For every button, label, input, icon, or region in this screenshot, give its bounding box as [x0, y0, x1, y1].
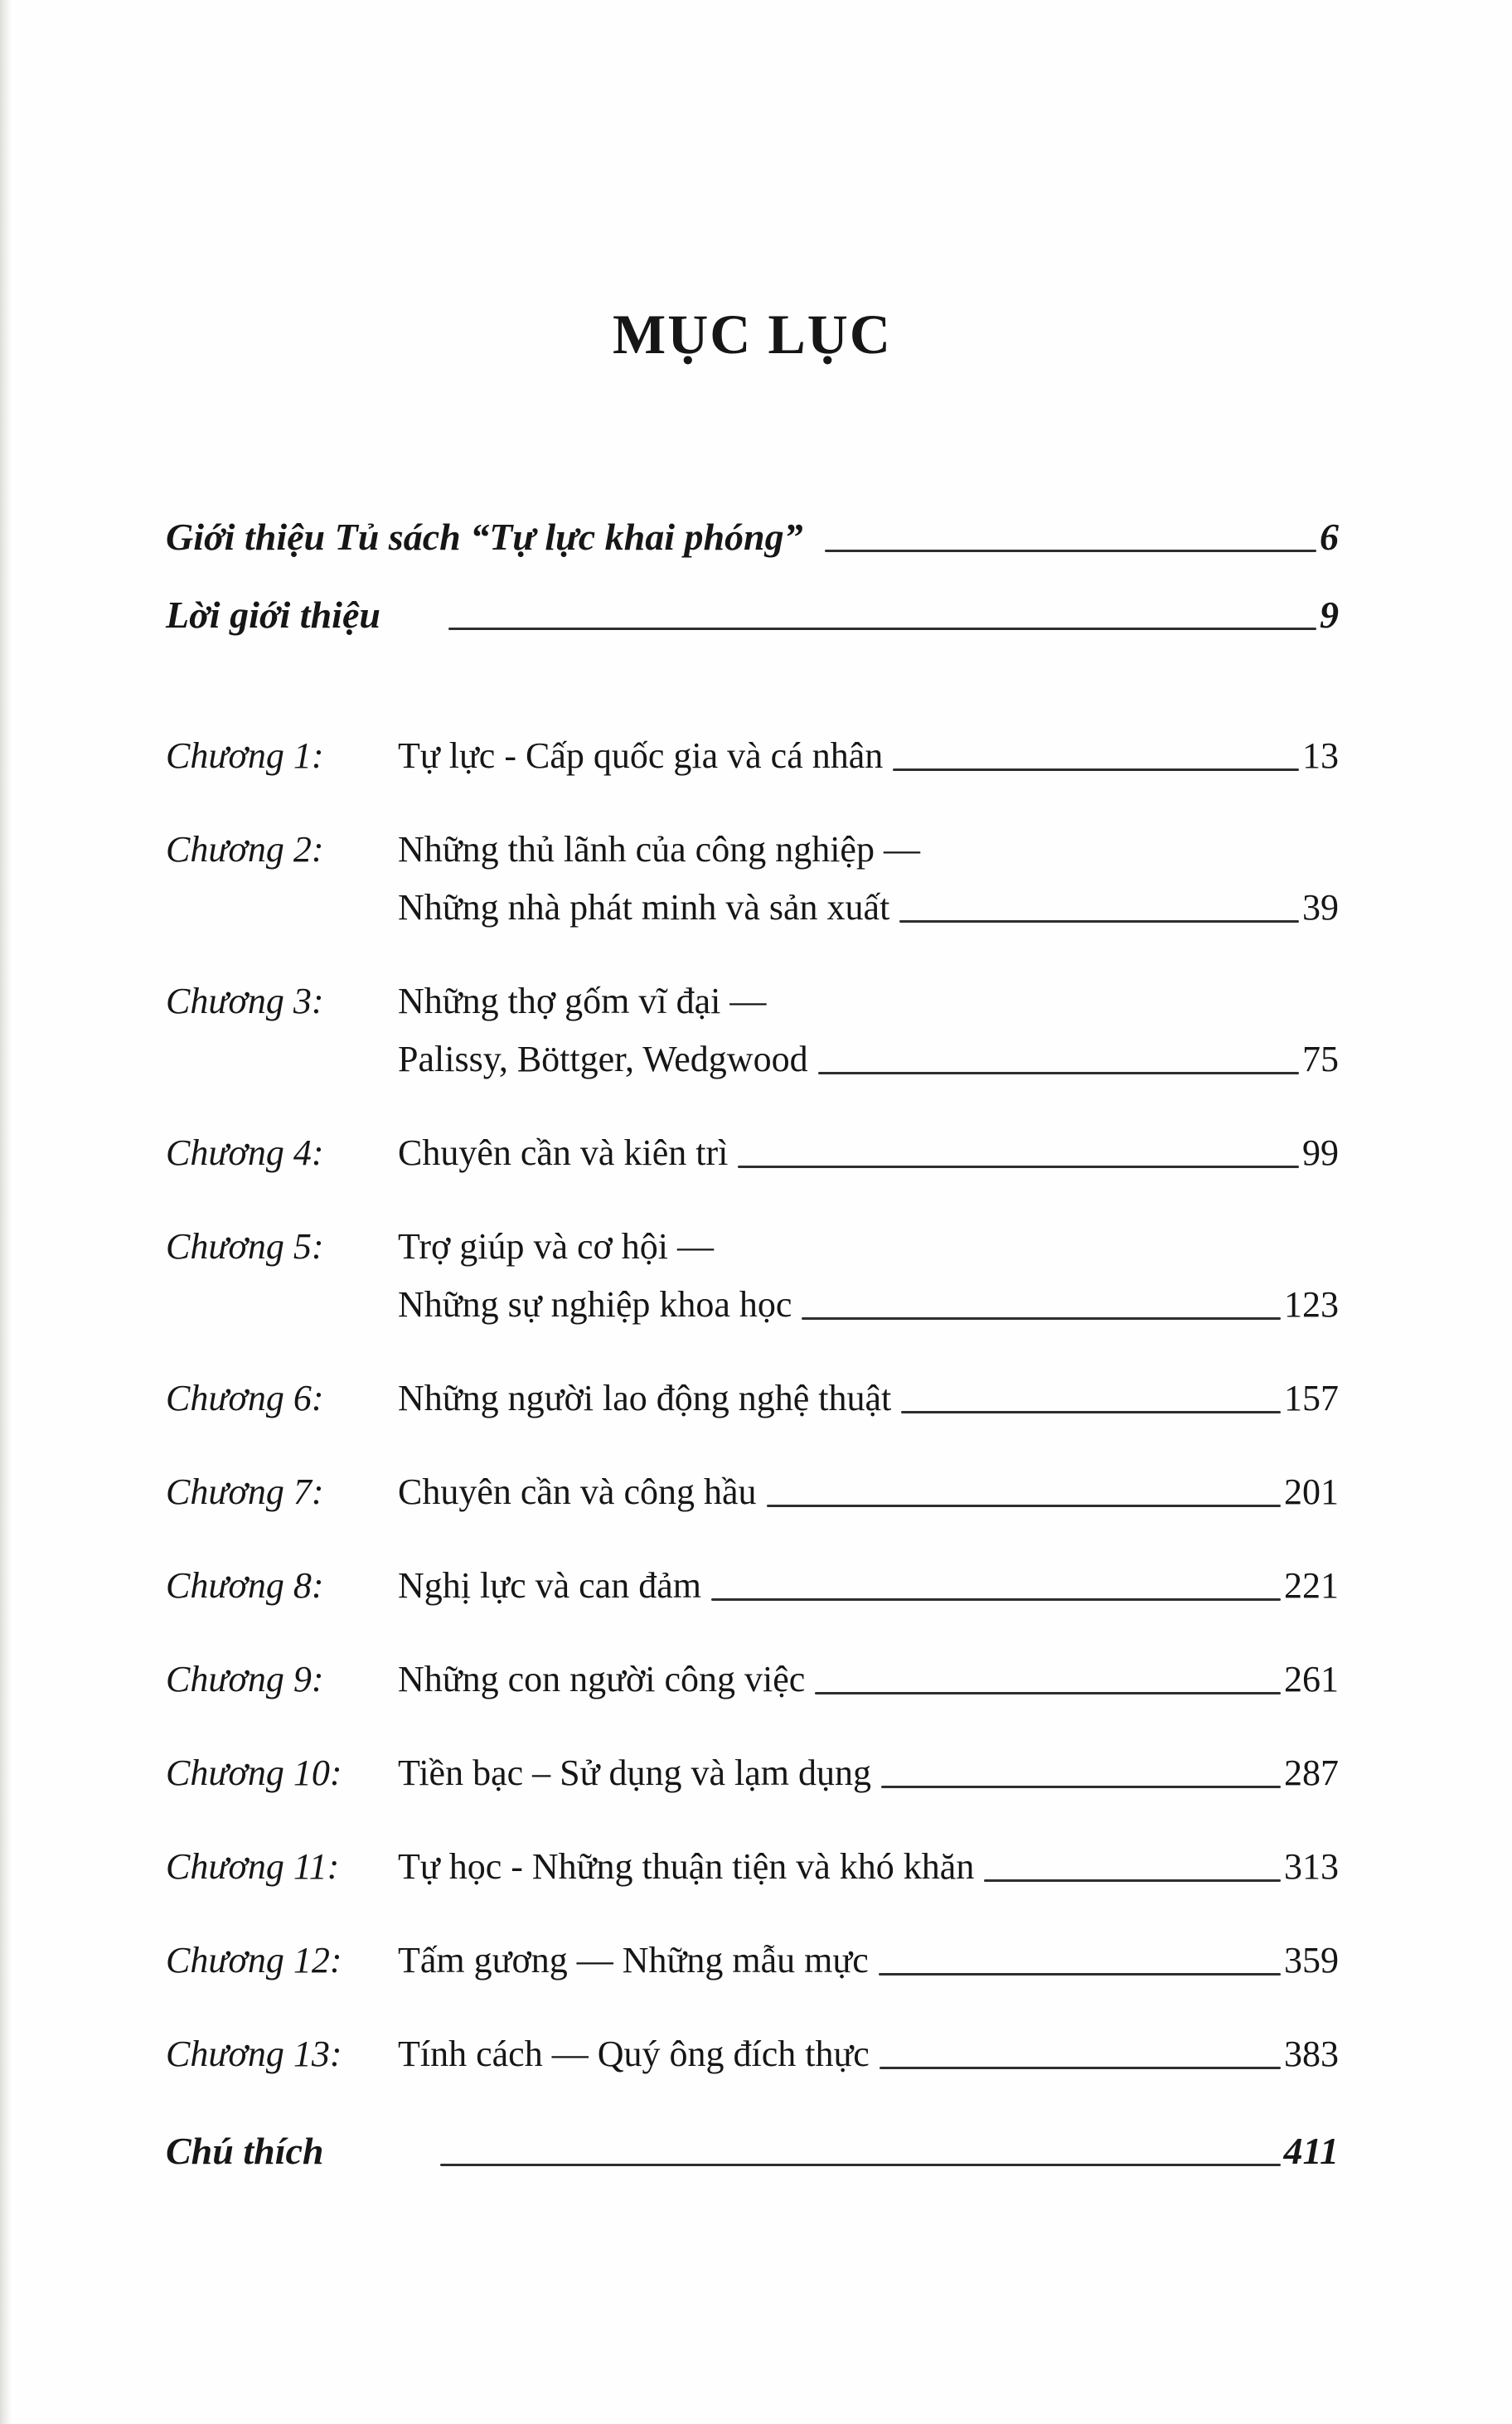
- toc-entry-chapter-7: [166, 1468, 1339, 1515]
- chapter-label: Chương 3:: [166, 981, 324, 1022]
- leader-line: [815, 1692, 1281, 1694]
- page-title: MỤC LỤC: [613, 303, 892, 366]
- page-number: 287: [1284, 1753, 1339, 1794]
- chapter-label: Chương 2:: [166, 829, 324, 870]
- chapter-title: Những người lao động nghệ thuật: [398, 1378, 892, 1419]
- toc-entry-chapter-4: [166, 1129, 1339, 1176]
- chapter-label: Chương 11:: [166, 1846, 340, 1888]
- chapters-section: [166, 732, 1339, 2077]
- entry-label: Giới thiệu Tủ sách “Tự lực khai phóng”: [166, 516, 803, 559]
- chapter-title: Tự lực - Cấp quốc gia và cá nhân: [398, 735, 884, 777]
- toc-entry-chapter-9: [166, 1656, 1339, 1703]
- chapter-label: Chương 13:: [166, 2034, 342, 2075]
- leader-line: [825, 550, 1316, 552]
- page-number: 411: [1283, 2130, 1339, 2173]
- chapter-title: Tiền bạc – Sử dụng và lạm dụng: [398, 1753, 871, 1794]
- chapter-title: Những thủ lãnh của công nghiệp —: [398, 829, 920, 870]
- leader-line: [901, 1411, 1281, 1413]
- chapter-title-line2: Những sự nghiệp khoa học: [398, 1284, 792, 1326]
- leader-line: [899, 920, 1299, 923]
- page-number: 359: [1284, 1940, 1339, 1981]
- chapter-title: Tự học - Những thuận tiện và khó khăn: [398, 1846, 975, 1888]
- toc-entry-chapter-8: [166, 1562, 1339, 1609]
- leader-line: [984, 1879, 1281, 1882]
- chapter-label: Chương 9:: [166, 1659, 324, 1700]
- chapter-label: Chương 5:: [166, 1226, 324, 1268]
- page-number: 6: [1320, 516, 1339, 559]
- toc-entry-chapter-10: [166, 1749, 1339, 1796]
- chapter-title: Tấm gương — Những mẫu mực: [398, 1940, 869, 1981]
- toc-entry-chapter-3: [166, 977, 1339, 1083]
- chapter-title: Nghị lực và can đảm: [398, 1565, 701, 1607]
- leader-line: [879, 1973, 1281, 1976]
- leader-line: [880, 2067, 1281, 2069]
- page-number: 383: [1284, 2034, 1339, 2075]
- page-number: 313: [1284, 1846, 1339, 1888]
- leader-line: [738, 1166, 1299, 1168]
- chapter-title: Tính cách — Quý ông đích thực: [398, 2034, 870, 2075]
- page-number: 261: [1284, 1659, 1339, 1700]
- page-number: 201: [1284, 1471, 1339, 1513]
- page-number: 99: [1302, 1132, 1339, 1174]
- chapter-label: Chương 10:: [166, 1753, 342, 1794]
- page-number: 75: [1302, 1039, 1339, 1080]
- chapter-label: Chương 4:: [166, 1132, 324, 1174]
- chapter-title-line2: Palissy, Böttger, Wedgwood: [398, 1039, 808, 1080]
- leader-line: [802, 1317, 1281, 1320]
- chapter-title: Trợ giúp và cơ hội —: [398, 1226, 715, 1268]
- leader-line: [767, 1505, 1281, 1507]
- leader-line: [881, 1786, 1281, 1788]
- page-number: 221: [1284, 1565, 1339, 1607]
- leader-line: [711, 1598, 1281, 1601]
- toc-entry-chapter-2: [166, 826, 1339, 931]
- entry-label: Chú thích: [166, 2130, 324, 2173]
- toc-entry-front-1: [166, 513, 1339, 561]
- chapter-title: Những thợ gốm vĩ đại —: [398, 981, 767, 1022]
- leader-line: [448, 628, 1316, 630]
- toc-entry-chapter-12: [166, 1937, 1339, 1984]
- chapter-label: Chương 8:: [166, 1565, 324, 1607]
- toc-entry-chapter-11: [166, 1843, 1339, 1890]
- chapter-label: Chương 7:: [166, 1471, 324, 1513]
- page-number: 157: [1284, 1378, 1339, 1419]
- chapter-title: Chuyên cần và công hầu: [398, 1471, 757, 1513]
- chapter-label: Chương 1:: [166, 735, 324, 777]
- toc-entry-front-2: [166, 591, 1339, 639]
- chapter-title: Những con người công việc: [398, 1659, 806, 1700]
- page-number: 13: [1302, 735, 1339, 777]
- chapter-title-line2: Những nhà phát minh và sản xuất: [398, 887, 890, 928]
- toc-entry-footer: [166, 2127, 1339, 2175]
- leader-line: [893, 768, 1299, 771]
- toc-entry-chapter-6: [166, 1374, 1339, 1422]
- chapter-title: Chuyên cần và kiên trì: [398, 1132, 729, 1174]
- page-number: 123: [1284, 1284, 1339, 1326]
- chapter-label: Chương 12:: [166, 1940, 342, 1981]
- page-number: 39: [1302, 887, 1339, 928]
- toc-entry-chapter-1: [166, 732, 1339, 779]
- leader-line: [818, 1072, 1299, 1074]
- leader-line: [440, 2164, 1281, 2166]
- front-matter-section: [166, 513, 1339, 639]
- toc-entry-chapter-13: [166, 2030, 1339, 2077]
- toc-entry-chapter-5: [166, 1223, 1339, 1328]
- page-number: 9: [1320, 594, 1339, 637]
- entry-label: Lời giới thiệu: [166, 594, 380, 637]
- chapter-label: Chương 6:: [166, 1378, 324, 1419]
